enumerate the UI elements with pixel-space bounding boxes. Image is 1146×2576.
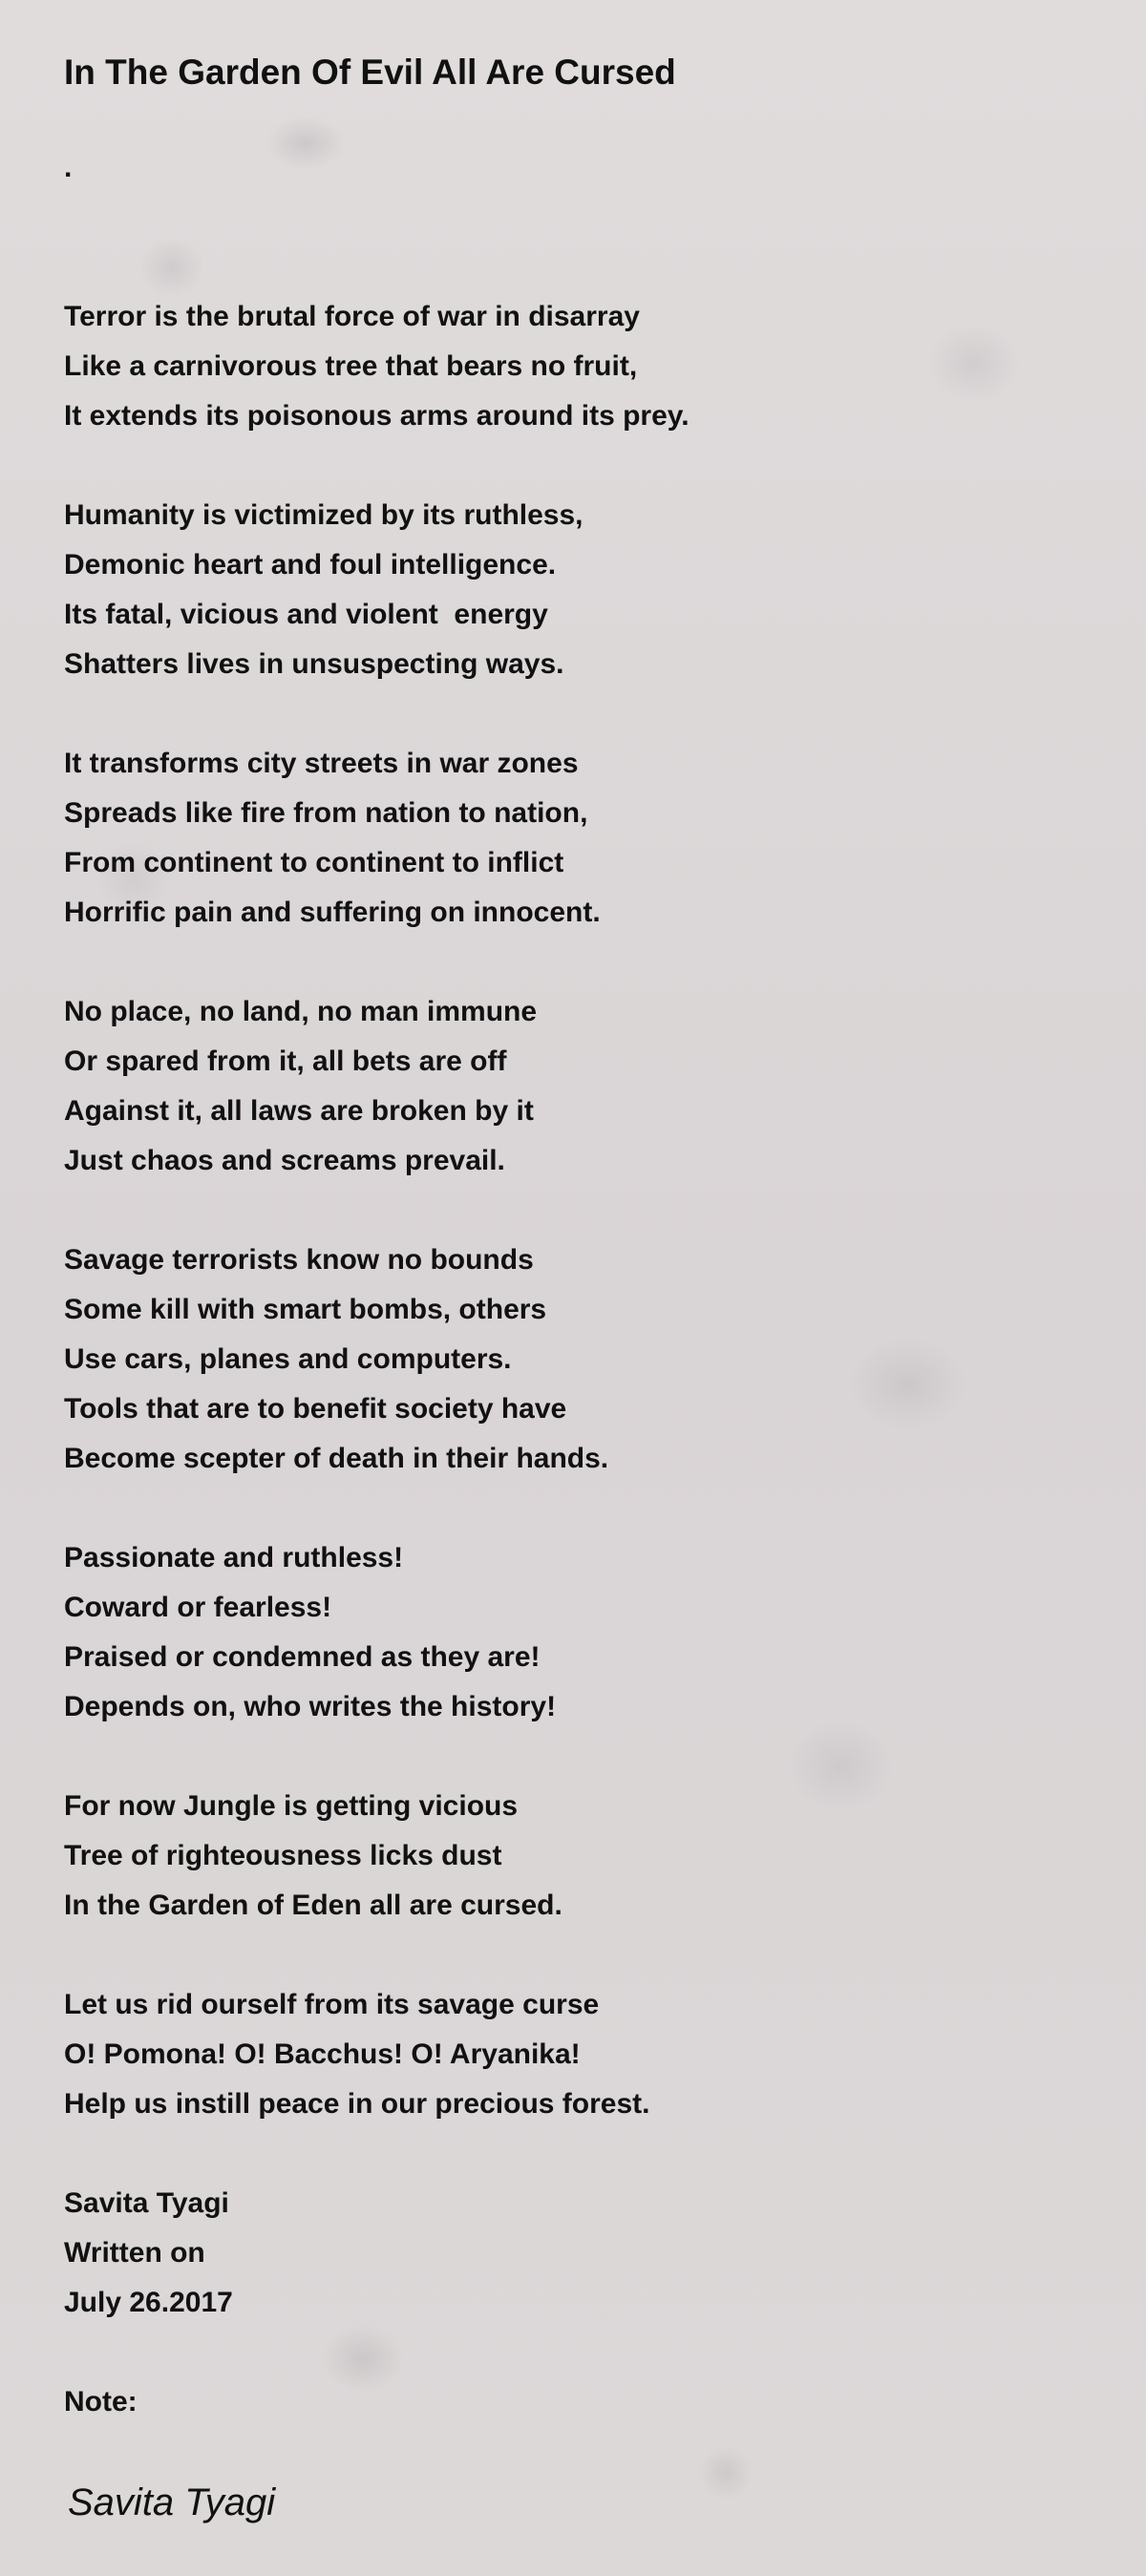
poem-line: Its fatal, vicious and violent energy xyxy=(64,599,548,630)
poem-line: July 26.2017 xyxy=(64,2287,233,2318)
poem-line xyxy=(64,1186,690,1235)
poem-line: Humanity is victimized by its ruthless, xyxy=(64,499,584,531)
poem-line: Some kill with smart bombs, others xyxy=(64,1294,547,1325)
poem-line xyxy=(64,938,690,987)
poem-line xyxy=(64,689,690,739)
poem-line xyxy=(64,2328,690,2377)
poem-line: Savita Tyagi xyxy=(64,2187,229,2219)
poem-line xyxy=(64,243,690,292)
poem-line: Demonic heart and foul intelligence. xyxy=(64,549,557,581)
poem-line: Against it, all laws are broken by it xyxy=(64,1095,534,1127)
poem-line: . xyxy=(64,152,73,183)
poem-line: It extends its poisonous arms around its prey. xyxy=(64,400,690,432)
poem-line: Let us rid ourself from its savage curse xyxy=(64,1989,600,2020)
poem-line: Passionate and ruthless! xyxy=(64,1542,404,1573)
poem-line: Note: xyxy=(64,2386,138,2418)
poem-line: Help us instill peace in our precious forest. xyxy=(64,2088,650,2120)
poem-line: Horrific pain and suffering on innocent. xyxy=(64,897,601,928)
poem-line: For now Jungle is getting vicious xyxy=(64,1790,519,1822)
poem-line: O! Pomona! O! Bacchus! O! Aryanika! xyxy=(64,2038,581,2070)
poem-line: Praised or condemned as they are! xyxy=(64,1641,541,1673)
poem-line xyxy=(64,193,690,243)
poem-line: No place, no land, no man immune xyxy=(64,996,538,1027)
poem-line: In the Garden of Eden all are cursed. xyxy=(64,1890,562,1921)
poem-line xyxy=(64,1484,690,1533)
poem-line xyxy=(64,1931,690,1980)
poem-line: Or spared from it, all bets are off xyxy=(64,1045,507,1077)
poem-line: It transforms city streets in war zones xyxy=(64,748,579,779)
poem-line xyxy=(64,2129,690,2179)
poem-line: Savage terrorists know no bounds xyxy=(64,1244,534,1276)
poem-line: Become scepter of death in their hands. xyxy=(64,1443,609,1474)
poem-line: Depends on, who writes the history! xyxy=(64,1691,557,1722)
poem-line xyxy=(64,441,690,491)
poem-line: Written on xyxy=(64,2237,205,2269)
poem-line: Use cars, planes and computers. xyxy=(64,1343,512,1375)
poem-line: Tools that are to benefit society have xyxy=(64,1393,567,1425)
poem-line: Just chaos and screams prevail. xyxy=(64,1145,505,1176)
poem-line: Terror is the brutal force of war in disarray xyxy=(64,301,640,332)
poem-line: Tree of righteousness licks dust xyxy=(64,1840,502,1871)
poem-body xyxy=(64,143,690,2427)
poem-line: From continent to continent to inflict xyxy=(64,847,564,878)
poem-line: Like a carnivorous tree that bears no fruit, xyxy=(64,350,638,382)
poem-line: Shatters lives in unsuspecting ways. xyxy=(64,648,564,680)
poem-line: Spreads like fire from nation to nation, xyxy=(64,797,588,829)
author-signature: Savita Tyagi xyxy=(68,2481,276,2523)
poem-line: Coward or fearless! xyxy=(64,1592,332,1623)
poem-title: In The Garden Of Evil All Are Cursed xyxy=(64,53,676,92)
poem-line xyxy=(64,1732,690,1782)
